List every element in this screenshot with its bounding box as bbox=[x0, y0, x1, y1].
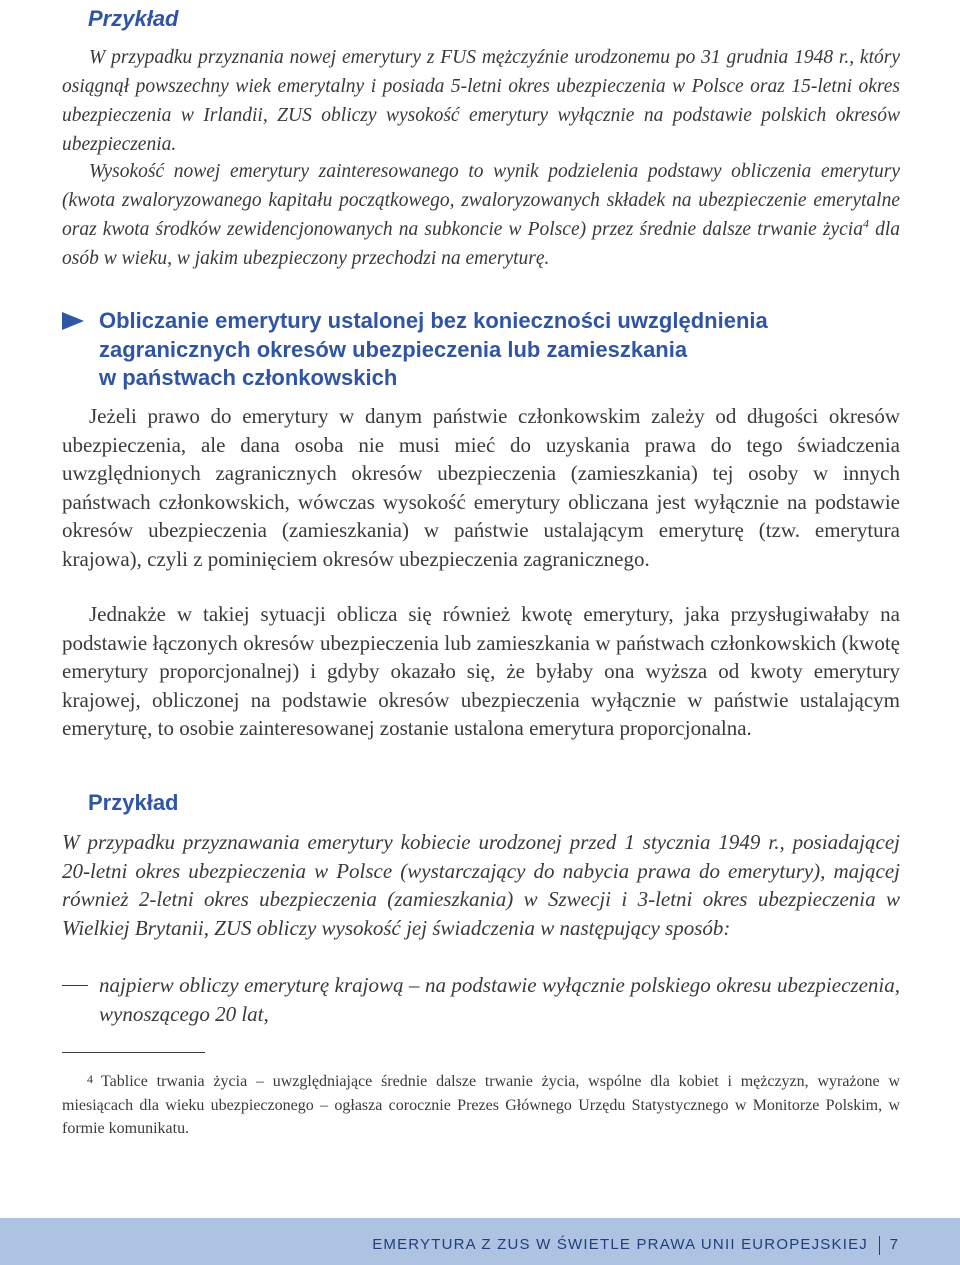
section-heading bbox=[62, 307, 900, 393]
list-item bbox=[62, 971, 900, 1028]
section-heading-line-2: zagranicznych okresów ubezpieczenia lub zamieszkania bbox=[99, 336, 688, 362]
list-item-text: najpierw obliczy emeryturę krajową – na podstawie wyłącznie polskiego okresu ubezpieczenia, wynoszącego 20 lat, bbox=[99, 973, 900, 1026]
example-paragraph-2-text: Wysokość nowej emerytury zainteresowanego to wynik podzielenia podstawy obliczenia emerytury (kwota zwaloryzowanego kapitału początkowego, zwaloryzowanych składek na ubezpieczenie emerytalne oraz kwota środków zewidencjonowanych na subkoncie w Polsce) przez średnie dalsze trwanie życia bbox=[62, 161, 900, 240]
section-heading-line-3: w państwach członkowskich bbox=[99, 365, 398, 390]
section-heading-line-1: Obliczanie emerytury ustalonej bez konieczności uwzględnienia bbox=[99, 308, 768, 333]
footnote-divider bbox=[62, 1052, 205, 1053]
footer-title: EMERYTURA Z ZUS W ŚWIETLE PRAWA UNII EUROPEJSKIEJ bbox=[372, 1236, 868, 1253]
example-paragraph-2 bbox=[62, 157, 900, 273]
example-2-paragraph: W przypadku przyznawania emerytury kobiecie urodzonej przed 1 stycznia 1949 r., posiadającej 20-letni okres ubezpieczenia w Polsce (wystarczający do nabycia prawa do emerytury), mającej również 2-letni okres ubezpieczenia (zamieszkania) w Szwecji i 3-letni okres ubezpieczenia w Wielkiej Brytanii, ZUS obliczy wysokość jej świadczenia w następujący sposób: bbox=[62, 830, 900, 940]
footer-separator bbox=[879, 1236, 880, 1255]
body-paragraph-2: Jednakże w takiej sytuacji oblicza się również kwotę emerytury, jaka przysługiwałaby na podstawie łączonych okresów ubezpieczenia lub zamieszkania w państwach członkowskich (kwotę emerytury proporcjonalnej) i gdyby okazało się, że byłaby ona wyższa od kwoty emerytury krajowej, obliczonej na podstawie okresów ubezpieczenia wyłącznie w państwie ustalającym emeryturę, to osobie zainteresowanej zostanie ustalona emerytura proporcjonalna. bbox=[62, 602, 900, 740]
example-paragraph: W przypadku przyznania nowej emerytury z FUS mężczyźnie urodzonemu po 31 grudnia 1948 r., który osiągnął powszechny wiek emerytalny i posiada 5-letni okres ubezpieczenia w Polsce oraz 15-letni okres ubezpieczenia w Irlandii, ZUS obliczy wysokość emerytury wyłącznie na podstawie polskich okresów ubezpieczenia. bbox=[62, 47, 900, 155]
footnote-number: 4 bbox=[87, 1072, 93, 1086]
footnote-reference[interactable]: 4 bbox=[862, 216, 869, 231]
triangle-bullet-icon bbox=[62, 312, 84, 330]
footnote-text: Tablice trwania życia – uwzględniające średnie dalsze trwanie życia, wspólne dla kobiet i mężczyzn, wyrażone w miesiącach dla wieku ubezpieczonego – ogłasza corocznie Prezes Głównego Urzędu Statystycznego w Monitorze Polskim, w formie komunikatu. bbox=[62, 1073, 900, 1137]
example-heading-2: Przykład bbox=[88, 790, 179, 815]
footnote bbox=[62, 1068, 900, 1141]
body-paragraph-1: Jeżeli prawo do emerytury w danym państwie członkowskim zależy od długości okresów ubezpieczenia, ale dana osoba nie musi mieć do uzyskania prawa do tego świadczenia uwzględnionych zagranicznych okresów ubezpieczenia (zamieszkania) tej osoby w innych państwach członkowskich, wówczas wysokość emerytury obliczana jest wyłącznie na podstawie okresów ubezpieczenia (zamieszkania) w państwie ustalającym emeryturę (tzw. emerytura krajowa), czyli z pominięciem okresów ubezpieczenia zagranicznego. bbox=[62, 404, 900, 571]
example-paragraph-2-end: dla osób w wieku, w jakim ubezpieczony przechodzi na emeryturę. bbox=[62, 219, 900, 269]
page-number: 7 bbox=[889, 1236, 898, 1253]
example-heading: Przykład bbox=[88, 6, 179, 31]
dash-bullet-icon bbox=[62, 985, 88, 986]
